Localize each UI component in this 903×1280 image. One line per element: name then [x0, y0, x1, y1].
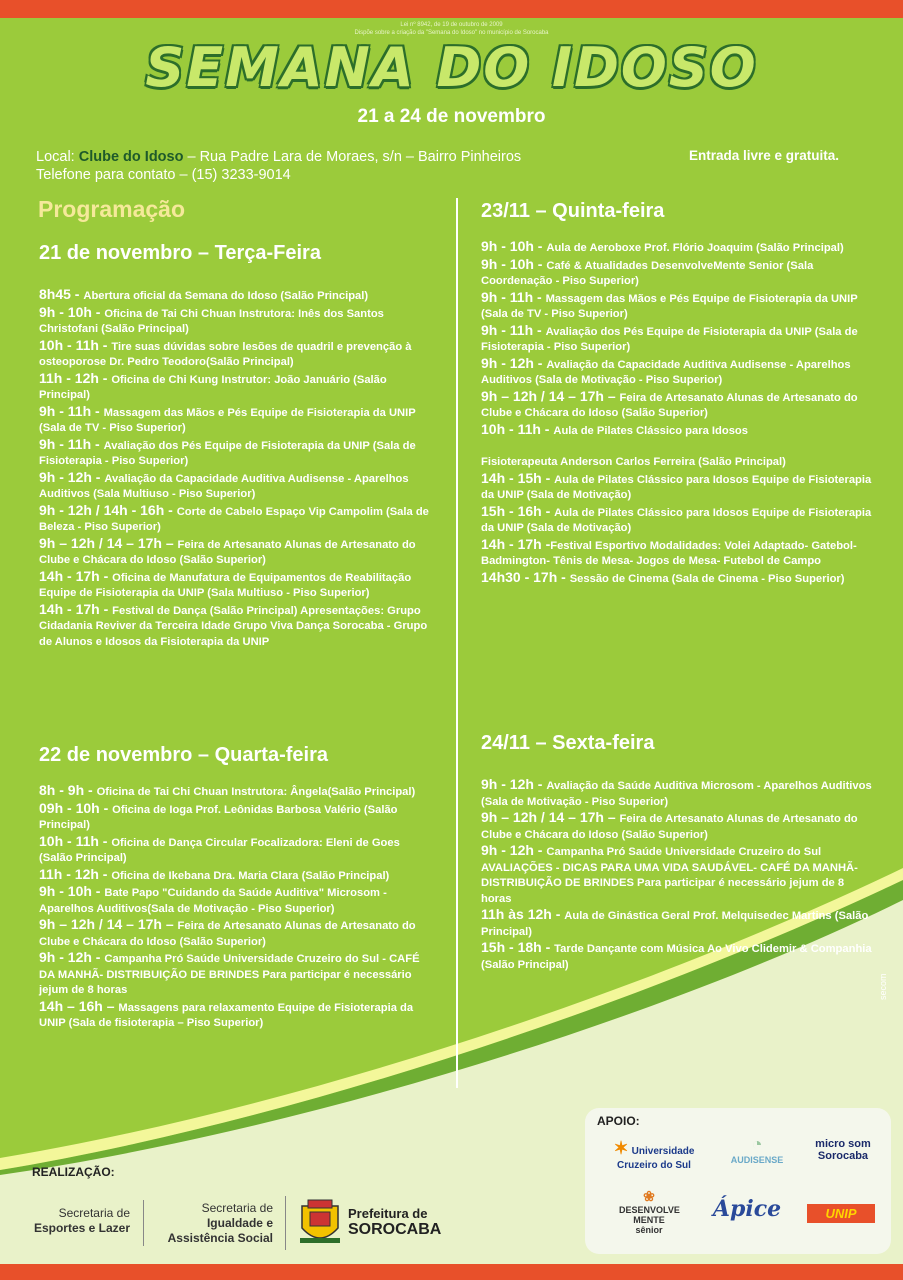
local-address: – Rua Padre Lara de Moraes, s/n – Bairro Pinheiros	[183, 149, 522, 165]
schedule-time: 8h45 -	[39, 286, 84, 302]
prefeitura-line1: Prefeitura de	[348, 1206, 428, 1221]
schedule-item	[481, 290, 876, 323]
phone: Telefone para contato – (15) 3233-9014	[36, 167, 291, 183]
schedule-time: 8h - 9h -	[39, 782, 97, 798]
logo-unip-text: UNIP	[825, 1206, 857, 1221]
brain-icon: ❀	[643, 1188, 655, 1204]
schedule-time: 15h - 16h -	[481, 502, 555, 519]
day-22-heading: 22 de novembro – Quarta-feira	[39, 744, 328, 766]
schedule-item	[481, 504, 876, 537]
schedule-description: Feira de Artesanato Alunas de Artesanato do Clube e Chácara do Idoso (Salão Superior)	[481, 391, 858, 419]
schedule-item	[39, 287, 434, 305]
logo-cruzeiro-text: Universidade Cruzeiro do Sul	[617, 1146, 695, 1171]
schedule-description: Feira de Artesanato Alunas de Artesanato do Clube e Chácara do Idoso (Salão Superior)	[39, 920, 416, 948]
programacao-heading: Programação	[38, 196, 186, 222]
day-24-heading: 24/11 – Sexta-feira	[481, 732, 655, 754]
schedule-item	[481, 471, 876, 504]
schedule-time: 9h - 11h -	[39, 402, 104, 419]
schedule-description: Aula de Aeroboxe Prof. Flório Joaquim (Salão Principal)	[546, 242, 844, 254]
schedule-item	[481, 537, 876, 570]
day-21-section	[39, 242, 434, 650]
schedule-time: 9h – 12h / 14 – 17h –	[39, 916, 178, 932]
schedule-time: 14h - 17h -	[39, 600, 113, 617]
day-22-section	[39, 744, 434, 1032]
schedule-description: Festival Esportivo Modalidades: Volei Adaptado- Gatebol- Badmington- Tênis de Mesa- Jogos de Mesa- Futebol de Campo	[481, 539, 857, 567]
schedule-description: Avaliação da Saúde Auditiva Microsom - Aparelhos Auditivos (Sala de Motivação - Piso Superior)	[481, 780, 872, 808]
schedule-time: 9h - 12h -	[481, 354, 547, 371]
day-21-heading: 21 de novembro – Terça-Feira	[39, 242, 321, 264]
schedule-item	[481, 907, 876, 940]
schedule-description: Oficina de Dança Circular Focalizadora: Eleni de Goes (Salão Principal)	[39, 836, 400, 864]
schedule-item	[481, 570, 876, 588]
schedule-time: 14h – 16h –	[39, 997, 119, 1014]
schedule-description: Abertura oficial da Semana do Idoso (Salão Principal)	[83, 290, 369, 302]
schedule-time: 9h - 11h -	[481, 288, 546, 305]
day-23-heading: 23/11 – Quinta-feira	[481, 200, 665, 222]
secretaria-esportes	[28, 1206, 130, 1236]
schedule-description: Feira de Artesanato Alunas de Artesanato do Clube e Chácara do Idoso (Salão Superior)	[39, 538, 416, 566]
schedule-item	[39, 867, 434, 885]
schedule-time: 14h30 - 17h -	[481, 568, 570, 585]
entrada-livre: Entrada livre e gratuita.	[689, 148, 840, 163]
schedule-item	[481, 389, 876, 422]
realizacao-label: REALIZAÇÃO:	[32, 1165, 115, 1179]
apoio-label: APOIO:	[597, 1114, 640, 1128]
schedule-item	[481, 239, 876, 257]
schedule-time: 9h - 10h -	[481, 255, 547, 272]
schedule-description: Aula de Pilates Clássico para Idosos Equipe de Fisioterapia da UNIP (Sala de Motivação)	[481, 473, 872, 501]
schedule-description: Campanha Pró Saúde Universidade Cruzeiro do Sul - CAFÉ DA MANHÃ- DISTRIBUIÇÃO DE BRINDES Para participar é necessário jejum de 8 horas	[39, 953, 420, 996]
logo-desenvolve-text: DESENVOLVE MENTE sênior	[619, 1205, 680, 1235]
logo-unip	[807, 1204, 875, 1223]
schedule-item	[39, 783, 434, 801]
schedule-item	[39, 404, 434, 437]
sec-esportes-line2: Esportes e Lazer	[33, 1221, 130, 1235]
schedule-item	[39, 602, 434, 651]
logo-desenvolve-mente	[619, 1188, 679, 1235]
schedule-description: Aula de Pilates Clássico para Idosos Equipe de Fisioterapia da UNIP (Sala de Motivação)	[481, 506, 872, 534]
schedule-description: Massagens para relaxamento Equipe de Fisioterapia da UNIP (Sala de fisioterapia – Piso Superior)	[39, 1001, 414, 1029]
schedule-time: 9h – 12h / 14 – 17h –	[39, 534, 178, 551]
schedule-item	[39, 950, 434, 999]
schedule-time: 15h - 18h -	[481, 939, 555, 955]
schedule-description: Avaliação da Capacidade Auditiva Audisense - Aparelhos Auditivos (Sala de Motivação - Piso Superior)	[481, 358, 851, 386]
schedule-item	[39, 884, 434, 917]
sec-igualdade-line2: Igualdade e	[206, 1216, 273, 1230]
logo-audisense	[725, 1134, 789, 1165]
schedule-time: 10h - 11h -	[39, 336, 112, 353]
schedule-description: Tire suas dúvidas sobre lesões de quadril e prevenção à osteoporose Dr. Pedro Teodoro(Salão Principal)	[39, 340, 412, 368]
bottom-bar	[0, 1264, 903, 1280]
schedule-time: 9h – 12h / 14 – 17h –	[481, 809, 620, 825]
secom-label: secom	[878, 973, 888, 1000]
schedule-time: 10h - 11h -	[39, 832, 112, 849]
divider	[285, 1196, 286, 1250]
schedule-item	[481, 940, 876, 973]
schedule-description: Oficina de Tai Chi Chuan Instrutora: Ângela(Salão Principal)	[96, 786, 416, 798]
schedule-description: Aula de Pilates Clássico para Idosos	[553, 424, 748, 437]
schedule-description: Avaliação dos Pés Equipe de Fisioterapia da UNIP (Sala de Fisioterapia - Piso Superior)	[481, 325, 858, 353]
schedule-item	[39, 305, 434, 338]
schedule-item	[39, 917, 434, 950]
logo-microsom	[805, 1138, 881, 1162]
schedule-time: 14h - 15h -	[481, 469, 555, 486]
schedule-item	[39, 999, 434, 1032]
schedule-item	[481, 422, 876, 440]
logo-audisense-text: AUDISENSE	[730, 1155, 784, 1165]
schedule-time: 9h - 12h -	[39, 468, 105, 485]
schedule-item	[39, 470, 434, 503]
schedule-item	[481, 453, 876, 471]
schedule-description: Avaliação dos Pés Equipe de Fisioterapia da UNIP (Sala de Fisioterapia - Piso Superior)	[39, 439, 416, 467]
logo-cruzeiro-do-sul	[599, 1138, 709, 1171]
schedule-item	[481, 777, 876, 810]
schedule-description: Café & Atualidades DesenvolveMente Senior (Sala Coordenação - Piso Superior)	[481, 259, 814, 287]
prefeitura-logo	[348, 1206, 441, 1238]
local-prefix: Local:	[36, 149, 79, 165]
divider	[143, 1200, 144, 1246]
schedule-item	[39, 338, 434, 371]
ear-icon: ◔	[751, 1134, 763, 1154]
schedule-description: Bate Papo "Cuidando da Saúde Auditiva" Microsom - Aparelhos Auditivos(Sala de Motivação - Piso Superior)	[39, 887, 387, 915]
logo-apice	[711, 1196, 783, 1222]
schedule-time: 9h - 12h -	[481, 776, 547, 792]
schedule-description: Campanha Pró Saúde Universidade Cruzeiro do Sul AVALIAÇÕES - DICAS PARA UMA VIDA SAUDÁVEL- CAFÉ DA MANHÃ- DISTRIBUIÇÃO DE BRINDES Para participar é necessário jejum de 8 horas	[481, 846, 858, 905]
schedule-time: 9h - 10h -	[39, 883, 105, 899]
schedule-item	[39, 437, 434, 470]
law-line-1: Lei nº 8942, de 19 de outubro de 2009	[400, 22, 503, 28]
law-text	[0, 21, 903, 37]
schedule-description: Aula de Ginástica Geral Prof. Melquisedec Martins (Salão Principal)	[481, 910, 869, 938]
schedule-item	[39, 801, 434, 834]
schedule-time: 11h - 12h -	[39, 369, 112, 386]
schedule-item	[481, 257, 876, 290]
schedule-time: 9h - 10h -	[39, 303, 105, 320]
schedule-description: Oficina de Ioga Prof. Leônidas Barbosa Valério (Salão Principal)	[39, 803, 398, 831]
schedule-time: 9h - 12h -	[481, 842, 547, 858]
prefeitura-line2: SOROCABA	[348, 1221, 442, 1238]
schedule-description: Avaliação da Capacidade Auditiva Audisense - Aparelhos Auditivos (Sala Multiuso - Piso Superior)	[39, 472, 409, 500]
star-icon: ✶	[613, 1138, 629, 1158]
logo-microsom-text: micro som Sorocaba	[815, 1138, 871, 1162]
schedule-description: Oficina de Ikebana Dra. Maria Clara (Salão Principal)	[111, 869, 390, 882]
schedule-item	[39, 503, 434, 536]
schedule-time: 9h - 12h / 14h - 16h -	[39, 501, 177, 518]
schedule-item	[481, 356, 876, 389]
schedule-time: 9h - 11h -	[481, 321, 546, 338]
sec-igualdade-line1: Secretaria de	[201, 1201, 273, 1215]
schedule-item	[481, 843, 876, 907]
event-dates: 21 a 24 de novembro	[357, 106, 546, 127]
law-line-2: Dispõe sobre a criação da "Semana do Idoso" no município de Sorocaba	[354, 30, 549, 36]
schedule-time: 10h - 11h -	[481, 420, 554, 437]
location-info	[36, 148, 521, 184]
schedule-item	[39, 569, 434, 602]
local-place: Clube do Idoso	[78, 149, 184, 165]
schedule-time: 9h - 12h -	[39, 949, 105, 965]
schedule-item	[39, 536, 434, 569]
schedule-time: 14h - 17h -	[39, 567, 113, 584]
schedule-time: 9h - 11h -	[39, 435, 104, 452]
schedule-item	[481, 810, 876, 843]
schedule-description: Massagem das Mãos e Pés Equipe de Fisioterapia da UNIP (Sala de TV - Piso Superior)	[481, 292, 858, 320]
schedule-description: Oficina de Chi Kung Instrutor: João Januário (Salão Principal)	[39, 373, 387, 401]
schedule-description: Sessão de Cinema (Sala de Cinema - Piso Superior)	[569, 572, 845, 585]
schedule-description: Feira de Artesanato Alunas de Artesanato do Clube e Chácara do Idoso (Salão Superior)	[481, 813, 858, 841]
schedule-time: 11h às 12h -	[481, 906, 565, 922]
sec-igualdade-line3: Assistência Social	[167, 1231, 273, 1245]
schedule-description: Oficina de Manufatura de Equipamentos de Reabilitação Equipe de Fisioterapia da UNIP (Sala Multiuso - Piso Superior)	[39, 571, 412, 599]
column-divider	[456, 198, 458, 1088]
schedule-time: 9h – 12h / 14 – 17h –	[481, 387, 620, 404]
schedule-description: Oficina de Tai Chi Chuan Instrutora: Inês dos Santos Christofani (Salão Principal)	[39, 307, 384, 335]
day-23-section	[481, 200, 876, 587]
schedule-time: 9h - 10h -	[481, 238, 547, 254]
sorocaba-coat-of-arms-icon	[298, 1198, 342, 1248]
day-24-section	[481, 732, 876, 973]
schedule-description: Tarde Dançante com Música Ao Vivo Clidemir & Companhia (Salão Principal)	[481, 943, 872, 971]
secretaria-igualdade	[150, 1201, 273, 1246]
schedule-time: 09h - 10h -	[39, 799, 113, 816]
sec-esportes-line1: Secretaria de	[58, 1206, 130, 1220]
schedule-description: Festival de Dança (Salão Principal) Apresentações: Grupo Cidadania Reviver da Terceira Idade Grupo Viva Dança Sorocaba - Grupo de Alunos e Idosos da Fisioterapia da UNIP	[39, 604, 428, 648]
schedule-description: Fisioterapeuta Anderson Carlos Ferreira (Salão Principal)	[481, 456, 786, 468]
apoio-box	[585, 1108, 891, 1254]
schedule-time: 14h - 17h -	[481, 535, 551, 552]
schedule-item	[39, 371, 434, 404]
logo-apice-text: Ápice	[712, 1196, 782, 1222]
schedule-item	[481, 323, 876, 356]
event-title: SEMANA DO IDOSO	[145, 36, 758, 99]
schedule-item	[39, 834, 434, 867]
schedule-description: Massagem das Mãos e Pés Equipe de Fisioterapia da UNIP (Sala de TV - Piso Superior)	[39, 406, 416, 434]
schedule-time: 11h - 12h -	[39, 865, 112, 882]
schedule-description: Corte de Cabelo Espaço Vip Campolim (Sala de Beleza - Piso Superior)	[39, 505, 429, 533]
